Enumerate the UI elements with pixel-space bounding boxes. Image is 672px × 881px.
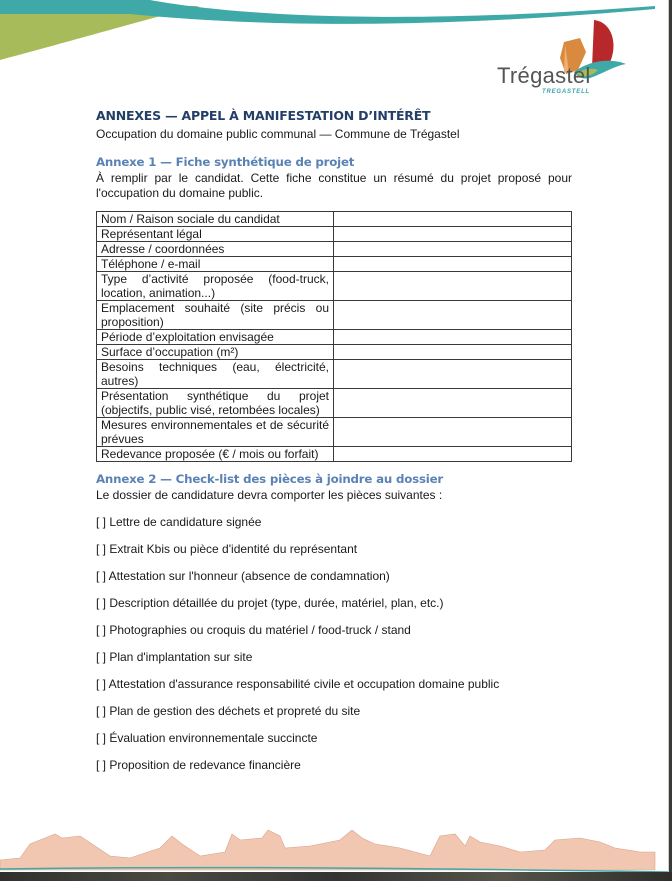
row-value-field[interactable] xyxy=(334,272,572,301)
annexe2-intro: Le dossier de candidature devra comporter les pièces suivantes : xyxy=(96,488,443,502)
checklist-item: [ ] Attestation d'assurance responsabilité civile et occupation domaine public xyxy=(96,677,500,691)
table-row xyxy=(97,257,572,272)
checklist-item: [ ] Évaluation environnementale succincte xyxy=(96,731,318,745)
table-row xyxy=(97,360,572,389)
document-content xyxy=(96,108,572,785)
row-value-field[interactable] xyxy=(334,227,572,242)
landscape-footer-decoration xyxy=(0,822,668,872)
table-row xyxy=(97,418,572,447)
row-label: Redevance proposée (€ / mois ou forfait) xyxy=(97,447,334,462)
table-row xyxy=(97,242,572,257)
table-row xyxy=(97,212,572,227)
row-label: Adresse / coordonnées xyxy=(97,242,334,257)
row-value-field[interactable] xyxy=(334,447,572,462)
checklist-item: [ ] Extrait Kbis ou pièce d'identité du représentant xyxy=(96,542,358,556)
row-value-field[interactable] xyxy=(334,418,572,447)
checklist-item: [ ] Attestation sur l'honneur (absence de condamnation) xyxy=(96,569,390,583)
row-label: Téléphone / e-mail xyxy=(97,257,334,272)
row-value-field[interactable] xyxy=(334,301,572,330)
checklist-item: [ ] Plan d'implantation sur site xyxy=(96,650,253,664)
document-title: ANNEXES — APPEL À MANIFESTATION D’INTÉRÊT xyxy=(96,108,431,123)
row-value-field[interactable] xyxy=(334,257,572,272)
project-summary-table xyxy=(96,211,572,462)
background-photo-strip xyxy=(0,872,672,881)
row-label: Type d’activité proposée (food-truck, location, animation...) xyxy=(97,272,334,301)
checklist-item: [ ] Description détaillée du projet (type, durée, matériel, plan, etc.) xyxy=(96,596,444,610)
row-value-field[interactable] xyxy=(334,389,572,418)
row-label: Mesures environnementales et de sécurité prévues xyxy=(97,418,334,447)
row-value-field[interactable] xyxy=(334,360,572,389)
table-row xyxy=(97,345,572,360)
row-value-field[interactable] xyxy=(334,345,572,360)
table-row xyxy=(97,227,572,242)
table-row xyxy=(97,389,572,418)
annexe1-intro: À remplir par le candidat. Cette fiche constitue un résumé du projet proposé pour l'occupation du domaine public. xyxy=(96,171,572,200)
row-value-field[interactable] xyxy=(334,212,572,227)
row-value-field[interactable] xyxy=(334,242,572,257)
table-row xyxy=(97,330,572,345)
checklist-item: [ ] Plan de gestion des déchets et propreté du site xyxy=(96,704,361,718)
row-label: Représentant légal xyxy=(97,227,334,242)
row-label: Emplacement souhaité (site précis ou proposition) xyxy=(97,301,334,330)
logo-name: Trégastel xyxy=(497,63,591,88)
row-value-field[interactable] xyxy=(334,330,572,345)
row-label: Nom / Raison sociale du candidat xyxy=(97,212,334,227)
annexe1-heading: Annexe 1 — Fiche synthétique de projet xyxy=(96,155,355,169)
row-label: Besoins techniques (eau, électricité, autres) xyxy=(97,360,334,389)
row-label: Présentation synthétique du projet (objectifs, public visé, retombées locales) xyxy=(97,389,334,418)
table-row xyxy=(97,272,572,301)
table-row xyxy=(97,447,572,462)
document-subtitle: Occupation du domaine public communal — Commune de Trégastel xyxy=(96,127,460,141)
row-label: Surface d’occupation (m²) xyxy=(97,345,334,360)
checklist-item: [ ] Proposition de redevance financière xyxy=(96,758,301,772)
document-checklist xyxy=(96,515,572,785)
row-label: Période d’exploitation envisagée xyxy=(97,330,334,345)
table-row xyxy=(97,301,572,330)
logo-subname: TREGASTELL xyxy=(542,89,590,95)
annexe2-heading: Annexe 2 — Check-list des pièces à joindre au dossier xyxy=(96,472,444,486)
checklist-item: [ ] Lettre de candidature signée xyxy=(96,515,262,529)
checklist-item: [ ] Photographies ou croquis du matériel / food-truck / stand xyxy=(96,623,411,637)
